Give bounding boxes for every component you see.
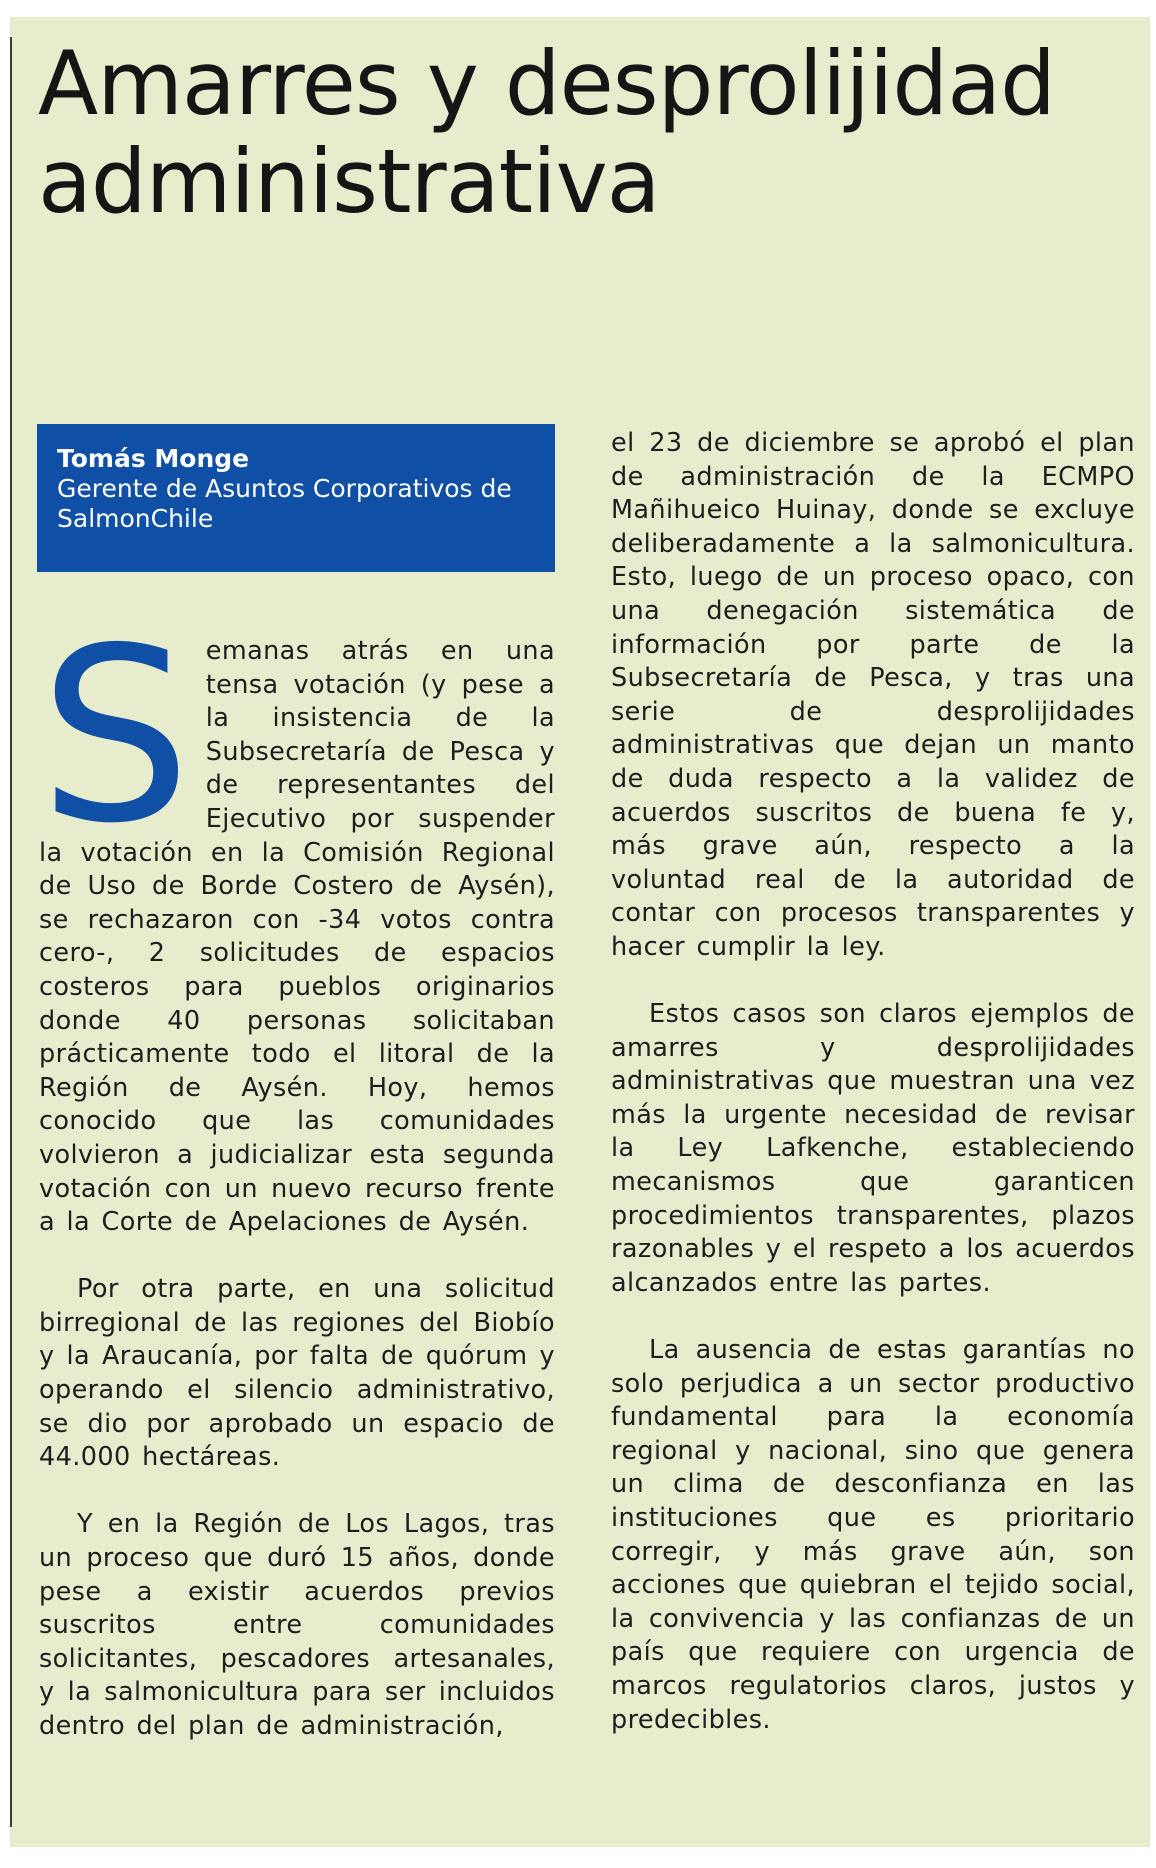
paragraph-3-continued: el 23 de diciembre se aprobó el plan de administración de la ECMPO Mañihueico Huinay, donde se excluye deliberadamente a la salmonicultura. Esto, luego de un proceso opaco, con una denegación sistemática de información por parte de la Subsecretaría de Pesca, y tras una serie de desprolijidades administrativas que dejan un manto de duda respecto a la validez de acuerdos suscritos de buena fe y, más grave aún, respecto a la voluntad real de la autoridad de contar con procesos transparentes y hacer cumplir la ley. [611,428,1135,962]
right-column [611,427,1135,1737]
article-page [10,17,1150,1847]
paragraph-4: Estos casos son claros ejemplos de amarres y desprolijidades administrativas que muestran una vez más la urgente necesidad de revisar la Ley Lafkenche, estableciendo mecanismos que garanticen procedimientos transparentes, plazos razonables y el respeto a los acuerdos alcanzados entre las partes. [611,999,1135,1298]
left-column-rule [10,37,12,1827]
author-role: Gerente de Asuntos Corporativos de SalmonChile [57,474,512,533]
author-box [37,424,555,572]
paragraph-2: Por otra parte, en una solicitud birregional de las regiones del Biobío y la Araucanía, por falta de quórum y operando el silencio administrativo, se dio por aprobado un espacio de 44.000 hectáreas. [39,1274,555,1473]
paragraph-5: La ausencia de estas garantías no solo perjudica a un sector productivo fundamental para la economía regional y nacional, sino que genera un clima de desconfianza en las instituciones que es prioritario corregir, y más grave aún, son acciones que quiebran el tejido social, la convivencia y las confianzas de un país que requiere con urgencia de marcos regulatorios claros, justos y predecibles. [611,1335,1135,1735]
paragraph-3-start: Y en la Región de Los Lagos, tras un proceso que duró 15 años, donde pese a existir acuerdos previos suscritos entre comunidades solicitantes, pescadores artesanales, y la salmonicultura para ser incluidos dentro del plan de administración, [39,1509,555,1741]
paragraph-1-text: emanas atrás en una tensa votación (y pese a la insistencia de la Subsecretaría de Pesca y de representantes del Ejecutivo por suspender la votación en la Comisión Regional de Uso de Borde Costero de Aysén), se rechazaron con -34 votos contra cero-, 2 solicitudes de espacios costeros para pueblos originarios donde 40 personas solicitaban prácticamente todo el litoral de la Región de Aysén. Hoy, hemos conocido que las comunidades volvieron a judicializar esta segunda votación con un nuevo recurso frente a la Corte de Apelaciones de Aysén. [39,636,555,1238]
author-name: Tomás Monge [57,444,250,473]
headline: Amarres y desprolijidad administrativa [38,32,1055,233]
left-column [39,596,555,1744]
drop-cap: S [39,596,192,876]
paragraph-1 [39,596,555,1240]
